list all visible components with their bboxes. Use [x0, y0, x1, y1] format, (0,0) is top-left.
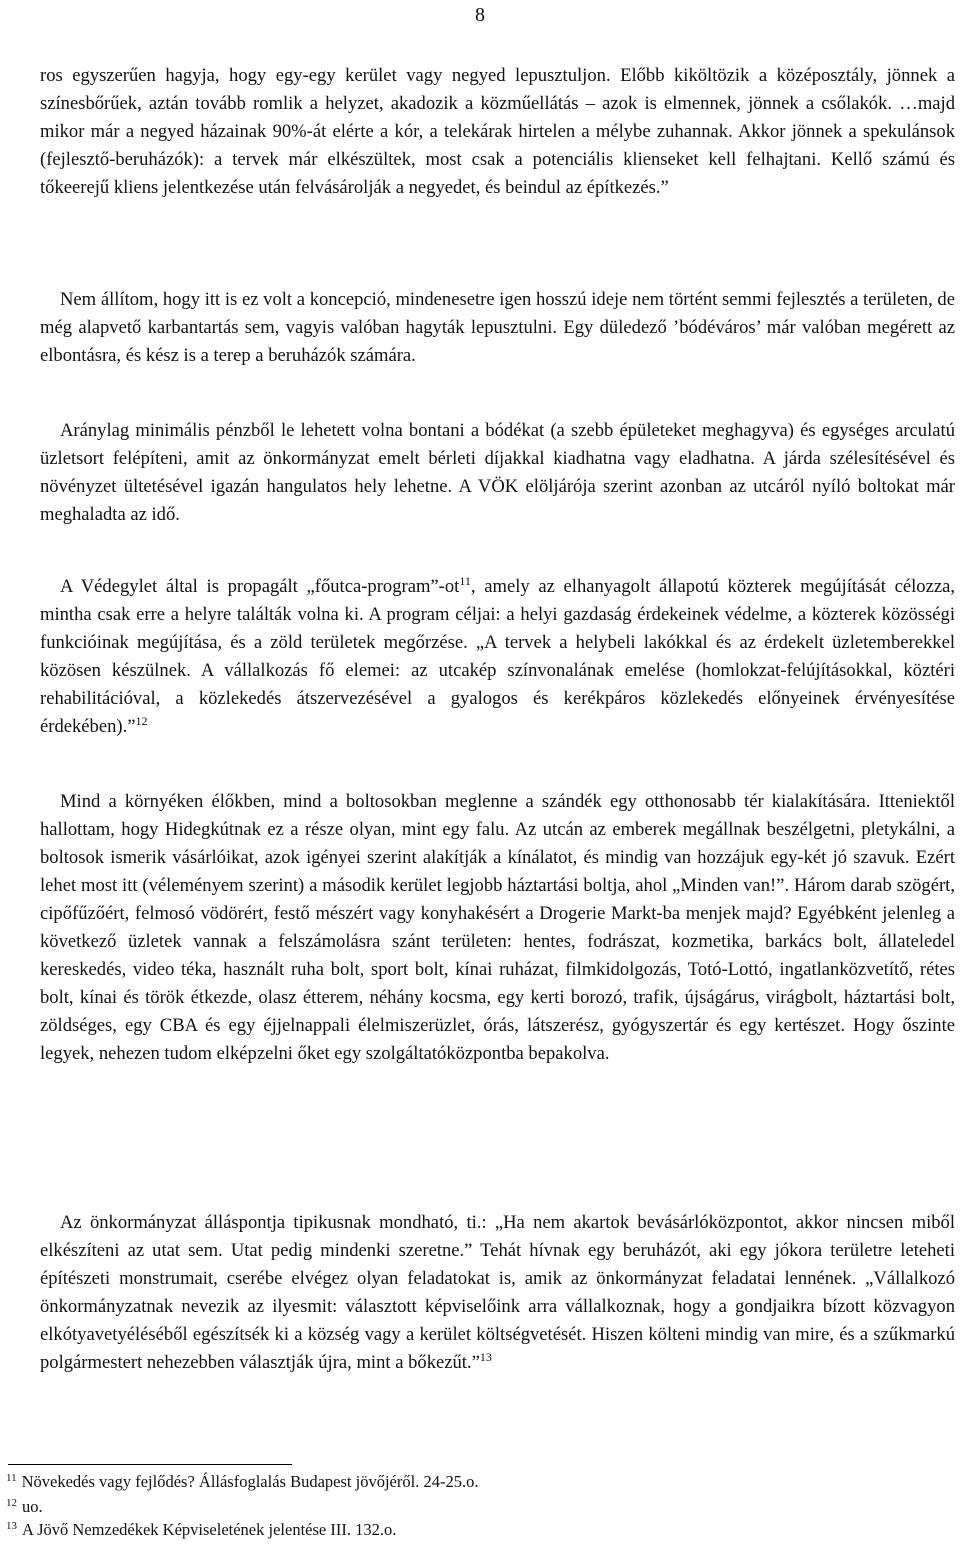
- paragraph-3-text: Aránylag minimális pénzből le lehetett volna bontani a bódékat (a szebb épületeket meghagyva) és egységes arculatú üzletsort felépíteni, amit az önkormányzat emelt bérleti díjakkal kiadhatna vagy eladhatna. A járda szélesítésével és növényzet ültetésével igazán hangulatos hely lehetne. A VÖK elöljárója szerint azonban az utcáról nyíló boltokat már meghaladta az idő.: [40, 420, 955, 525]
- paragraph-2: Nem állítom, hogy itt is ez volt a koncepció, mindenesetre igen hosszú ideje nem történt semmi fejlesztés a területen, de még alapvető karbantartás sem, vagyis valóban hagyták lepusztulni. Egy düledező ’bódéváros’ már valóban megérett az elbontásra, és kész is a terep a beruházók számára.: [40, 289, 955, 366]
- paragraph-4-text-a: A Védegylet által is propagált „főutca-program”-ot: [60, 576, 460, 597]
- footnote-ref-12[interactable]: 12: [135, 713, 148, 728]
- paragraph-3: [40, 417, 955, 529]
- footnote-separator: [8, 1464, 292, 1465]
- footnote-ref-13[interactable]: 13: [479, 1349, 492, 1364]
- paragraph-4: [40, 573, 955, 741]
- paragraph-6: [40, 1209, 955, 1377]
- footnote-number: 13: [6, 1519, 17, 1532]
- footnote-ref-11[interactable]: 11: [459, 573, 471, 588]
- paragraph-4-text-b: , amely az elhanyagolt állapotú közterek megújítását célozza, mintha csak erre a helyre találták volna ki. A program céljai: a helyi gazdaság érdekeinek védelme, a közterek közösségi funkcióinak megújítása, és a zöld területek megőrzése. „A tervek a helybeli lakókkal és az érdekelt üzletemberekkel közösen készülnek. A vállalkozás fő elemei: az utcakép színvonalának emelése (homlokzat-felújításokkal, köztéri rehabilitációval, a közlekedés átszervezésével a gyalogos és kerékpáros közlekedés előnyeinek érvényesítése érdekében).”: [40, 576, 956, 737]
- footnote-11: [6, 1472, 478, 1492]
- footnote-text: Növekedés vagy fejlődés? Állásfoglalás Budapest jövőjéről. 24-25.o.: [21, 1472, 479, 1491]
- paragraph-1: ros egyszerűen hagyja, hogy egy-egy kerület vagy negyed lepusztuljon. Előbb kiköltözik a középosztály, jönnek a színesbőrűek, aztán tovább romlik a helyzet, akadozik a közműellátás – azok is elmennek, jönnek a csőlakók. …majd mikor már a negyed házainak 90%-át elérte a kór, a telekárak hirtelen a mélybe zuhannak. Akkor jönnek a spekulánsok (fejlesztő-beruházók): a tervek már elkészültek, most csak a potenciális klienseket kell felhajtani. Kellő számú és tőkeerejű kliens jelentkezése után felvásárolják a negyedet, és beindul az építkezés.”: [40, 65, 955, 198]
- paragraph-5: Mind a környéken élőkben, mind a boltosokban meglenne a szándék egy otthonosabb tér kialakítására. Itteniektől hallottam, hogy Hidegkútnak ez a része olyan, mint egy falu. Az utcán az emberek megállnak beszélgetni, pletykálni, a boltosok ismerik vásárlóikat, azok igényei szerint alakítják a kínálatot, és mindig van hozzájuk egy-két jó szavuk. Ezért lehet most itt (véleményem szerint) a második kerület legjobb háztartási boltja, ahol „Minden van!”. Három darab szögért, cipőfűzőért, felmosó vödörért, festő mészért vagy konyhakésért a Drogerie Markt-ba menjek majd? Egyébként jelenleg a következő üzletek vannak a felszámolásra szánt területen: hentes, fodrászat, kozmetika, barkács bolt, állateledel kereskedés, video téka, használt ruha bolt, sport bolt, kínai ruházat, filmkidolgozás, Totó-Lottó, ingatlanközvetítő, rétes bolt, kínai és török étkezde, olasz étterem, néhány kocsma, egy kerti borozó, trafik, újságárus, virágbolt, háztartási bolt, zöldséges, egy CBA és egy éjjelnappali élelmiszerüzlet, órás, látszerész, gyógyszertár és egy kertészet. Hogy őszinte legyek, nehezen tudom elképzelni őket egy szolgáltatóközpontba bepakolva.: [40, 791, 955, 1064]
- footnote-number: 11: [6, 1471, 17, 1484]
- footnote-12: [6, 1497, 43, 1517]
- footnote-text: A Jövő Nemzedékek Képviseletének jelentése III. 132.o.: [22, 1520, 397, 1539]
- footnote-text: uo.: [22, 1497, 43, 1516]
- paragraph-6-text: Az önkormányzat álláspontja tipikusnak mondható, ti.: „Ha nem akartok bevásárlóközpontot, akkor nincsen miből elkészíteni az utat sem. Utat pedig mindenki szeretne.” Tehát hívnak egy beruházót, aki egy jókora területre leteheti építészeti monstrumait, cserébe elvégez olyan feladatokat is, amik az önkormányzat feladatai lennének. „Vállalkozó önkormányzatnak nevezik az ilyesmit: választott képviselőink arra vállalkoznak, hogy a gondjaikra bízott közvagyon elkótyavetyéléséből egészítsék ki a község vagy a kerület költségvetését. Hiszen költeni mindig van mire, és a szűkmarkú polgármestert nehezebben választják újra, mint a bőkezűt.”: [40, 1212, 955, 1373]
- footnote-13: [6, 1520, 396, 1540]
- footnote-number: 12: [6, 1496, 17, 1509]
- page-number: 8: [475, 4, 485, 26]
